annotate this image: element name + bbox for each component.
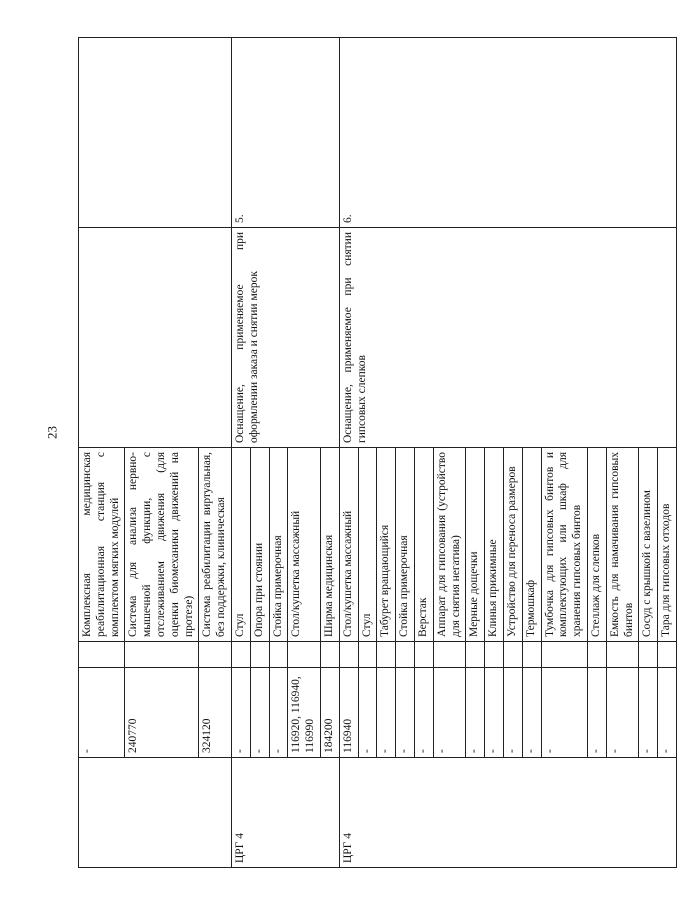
item-cell: Мерные дощечки (466, 448, 485, 642)
table-row (339, 38, 358, 868)
item-cell: Тумбочка для гипсовых бинтов и комплектующих или шкаф для хранения гипсовых бинтов (541, 448, 587, 642)
blank-cell (433, 642, 466, 668)
item-cell: Термошкаф (522, 448, 541, 642)
table-row (231, 38, 250, 868)
item-cell: Аппарат для гипсования (устройство для снятия негатива) (433, 448, 466, 642)
blank-cell (639, 642, 658, 668)
item-cell: Сосуд с крышкой с вазелином (639, 448, 658, 642)
blank-cell (522, 642, 541, 668)
blank-cell (231, 642, 250, 668)
item-cell: Клинья прижимные (485, 448, 504, 642)
section-number-cell: 5. (231, 38, 339, 228)
item-cell: Стеллаж для слепков (587, 448, 606, 642)
page-number: 23 (44, 426, 60, 439)
code-cell: - (587, 668, 606, 758)
section-title-cell: Оснащение, применяемое при снятии гипсовых слепков (339, 228, 676, 448)
notes-cell (79, 758, 232, 868)
blank-cell (503, 642, 522, 668)
blank-cell (658, 642, 677, 668)
section-number-cell: 6. (339, 38, 676, 228)
item-cell: Стул (358, 448, 377, 642)
code-cell: - (503, 668, 522, 758)
blank-cell (339, 642, 358, 668)
code-cell: 116920, 116940, 116990 (288, 668, 321, 758)
item-cell: Стойка примерочная (269, 448, 288, 642)
code-cell: 184200 (320, 668, 339, 758)
blank-cell (125, 642, 199, 668)
item-cell: Стол/кушетка массажный (288, 448, 321, 642)
blank-cell (288, 642, 321, 668)
blank-cell (320, 642, 339, 668)
blank-cell (396, 642, 415, 668)
code-cell: 116940 (339, 668, 358, 758)
code-cell: - (396, 668, 415, 758)
code-cell: - (358, 668, 377, 758)
item-cell: Стул (231, 448, 250, 642)
blank-cell (377, 642, 396, 668)
code-cell: - (231, 668, 250, 758)
code-cell: - (485, 668, 504, 758)
code-cell: - (639, 668, 658, 758)
blank-cell (199, 642, 232, 668)
item-cell: Комплексная медицинская реабилитационная станция с комплектом мягких модулей (79, 448, 125, 642)
item-cell: Емкость для намачивания гипсовых бинтов (606, 448, 639, 642)
blank-cell (606, 642, 639, 668)
item-cell: Ширма медицинская (320, 448, 339, 642)
section-title-cell (79, 228, 232, 448)
item-cell: Опора при стоянии (250, 448, 269, 642)
item-cell: Табурет вращающийся (377, 448, 396, 642)
note-cell: ЦРГ 4 (231, 758, 339, 868)
section-number-cell (79, 38, 232, 228)
equipment-table (78, 37, 677, 868)
blank-cell (358, 642, 377, 668)
item-cell: Система для анализа нервно-мышечной функции, с отслеживанием движения (для оценки биомеханики движений на протезе) (125, 448, 199, 642)
blank-cell (466, 642, 485, 668)
code-cell: - (466, 668, 485, 758)
code-cell: - (522, 668, 541, 758)
blank-cell (485, 642, 504, 668)
code-cell: - (414, 668, 433, 758)
blank-cell (79, 642, 125, 668)
code-cell: - (658, 668, 677, 758)
table-body (79, 38, 677, 868)
item-cell: Система реабилитации виртуальная, без поддержки, клиническая (199, 448, 232, 642)
table-row (79, 38, 125, 868)
section-title-cell: Оснащение, применяемое при оформлении заказа и снятии мерок (231, 228, 339, 448)
item-cell: Устройство для переноса размеров (503, 448, 522, 642)
item-cell: Тара для гипсовых отходов (658, 448, 677, 642)
blank-cell (250, 642, 269, 668)
blank-cell (269, 642, 288, 668)
note-cell: ЦРГ 4 (339, 758, 676, 868)
code-cell: - (541, 668, 587, 758)
code-cell: 324120 (199, 668, 232, 758)
blank-cell (587, 642, 606, 668)
item-cell: Стойка примерочная (396, 448, 415, 642)
item-cell: Стол/кушетка массажный (339, 448, 358, 642)
code-cell: - (433, 668, 466, 758)
code-cell: - (250, 668, 269, 758)
code-cell: - (377, 668, 396, 758)
code-cell: - (79, 668, 125, 758)
blank-cell (414, 642, 433, 668)
item-cell: Верстак (414, 448, 433, 642)
blank-cell (541, 642, 587, 668)
code-cell: - (269, 668, 288, 758)
code-cell: - (606, 668, 639, 758)
code-cell: 240770 (125, 668, 199, 758)
